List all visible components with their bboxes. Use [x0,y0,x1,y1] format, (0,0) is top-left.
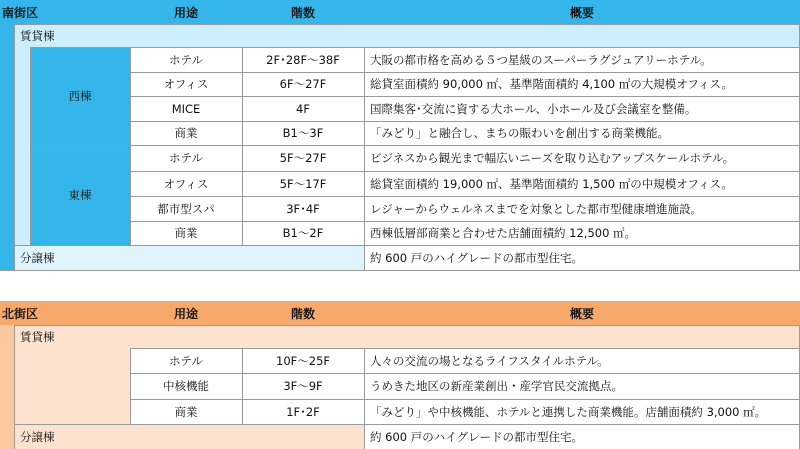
table-cell-overview: 大阪の都市格を高める５つ星級のスーパーラグジュアリーホテル。 [370,52,712,67]
south-header-overview: 概要 [569,5,594,20]
table-cell-floors: B1～2F [282,226,324,240]
grid-line [14,245,800,246]
table-cell-overview: 総貸室面積約 19,000 ㎡、基準階面積約 1,500 ㎡の中規模オフィス。 [370,176,733,191]
table-cell-use: 商業 [174,126,198,140]
grid-line [130,373,800,374]
south-rental-label: 賃貸棟 [14,24,800,47]
table-cell-overview: 人々の交流の場となるライフスタイルホテル。 [370,353,609,368]
south-district-title: 南街区 [2,5,39,20]
grid-line [242,348,243,424]
table-cell-overview: ビジネスから観光まで幅広いニーズを取り込むアップスケールホテル。 [370,151,735,165]
table-cell-floors: B1～3F [282,126,324,140]
grid-line [130,348,800,349]
grid-line [130,72,800,73]
grid-line [130,96,800,97]
table-cell-floors: 2F･28F～38F [266,52,340,67]
table-cell-floors: 1F･2F [286,404,320,419]
grid-line [14,325,15,449]
south-building-east: 東棟 [30,145,130,245]
table-cell-overview: レジャーからウェルネスまでを対象とした都市型健康増進施設。 [370,201,703,216]
grid-line [14,24,800,25]
south-building-west: 西棟 [30,47,130,145]
grid-line [130,196,800,197]
grid-line [130,399,800,400]
table-cell-floors: 6F～27F [279,77,327,91]
table-cell-use: オフィス [163,176,209,191]
grid-line [14,424,800,425]
table-cell-use: 中核機能 [163,379,209,393]
table-cell-overview: 国際集客･交流に資する大ホール、小ホール及び会議室を整備。 [370,101,697,116]
table-cell-use: ホテル [169,353,203,368]
north-header-overview: 概要 [569,306,594,321]
grid-line [14,325,800,326]
grid-line [30,47,31,245]
south-condo-label: 分譲棟 [14,245,364,270]
table-cell-use: MICE [171,101,201,116]
table-cell-overview: 西棟低層部商業と合わせた店舗面積約 12,500 ㎡。 [370,226,637,240]
table-cell-floors: 5F～17F [279,176,327,191]
grid-line [0,270,800,271]
table-cell-floors: 10F～25F [276,353,330,368]
grid-line [130,221,800,222]
table-cell-floors: 3F～9F [283,379,323,393]
table-cell-use: 都市型スパ [157,201,215,216]
grid-line [242,47,243,245]
table-cell-use: オフィス [163,77,209,91]
south-rental-indent [14,47,30,245]
table-cell-use: 商業 [174,226,198,240]
north-header-floors: 階数 [290,306,315,321]
north-rental-side [14,348,130,424]
table-cell-floors: 3F･4F [286,201,320,216]
north-condo-label: 分譲棟 [14,424,364,449]
table-cell-use: 商業 [174,404,198,419]
south-left-stripe [0,24,14,270]
table-cell-overview: 「みどり」や中核機能、ホテルと連携した商業機能。店舗面積約 3,000 ㎡。 [370,404,767,419]
grid-line [130,47,131,245]
grid-line [364,348,365,449]
grid-line [130,171,800,172]
south-header-floors: 階数 [290,5,315,20]
table-cell-use: ホテル [169,52,203,67]
north-left-stripe [0,325,14,449]
north-header-use: 用途 [173,306,198,321]
table-cell-floors: 5F～27F [279,151,327,165]
table-cell-floors: 4F [296,101,310,116]
table-cell-use: ホテル [169,151,203,165]
north-condo-overview: 約 600 戸のハイグレードの都市型住宅。 [370,429,584,444]
north-district-title: 北街区 [2,306,39,321]
south-header-use: 用途 [173,5,198,20]
grid-line [130,121,800,122]
grid-line [130,348,131,424]
table-cell-overview: 「みどり」と融合し、まちの賑わいを創出する商業機能。 [370,126,669,140]
south-condo-overview: 約 600 戸のハイグレードの都市型住宅。 [370,250,584,265]
north-rental-label: 賃貸棟 [14,325,800,348]
grid-line [14,24,15,270]
grid-line [364,47,365,270]
table-cell-overview: うめきた地区の新産業創出・産学官民交流拠点。 [370,379,623,393]
grid-line [30,47,800,48]
table-cell-overview: 総貸室面積約 90,000 ㎡、基準階面積約 4,100 ㎡の大規模オフィス。 [370,77,733,91]
grid-line [30,145,800,146]
